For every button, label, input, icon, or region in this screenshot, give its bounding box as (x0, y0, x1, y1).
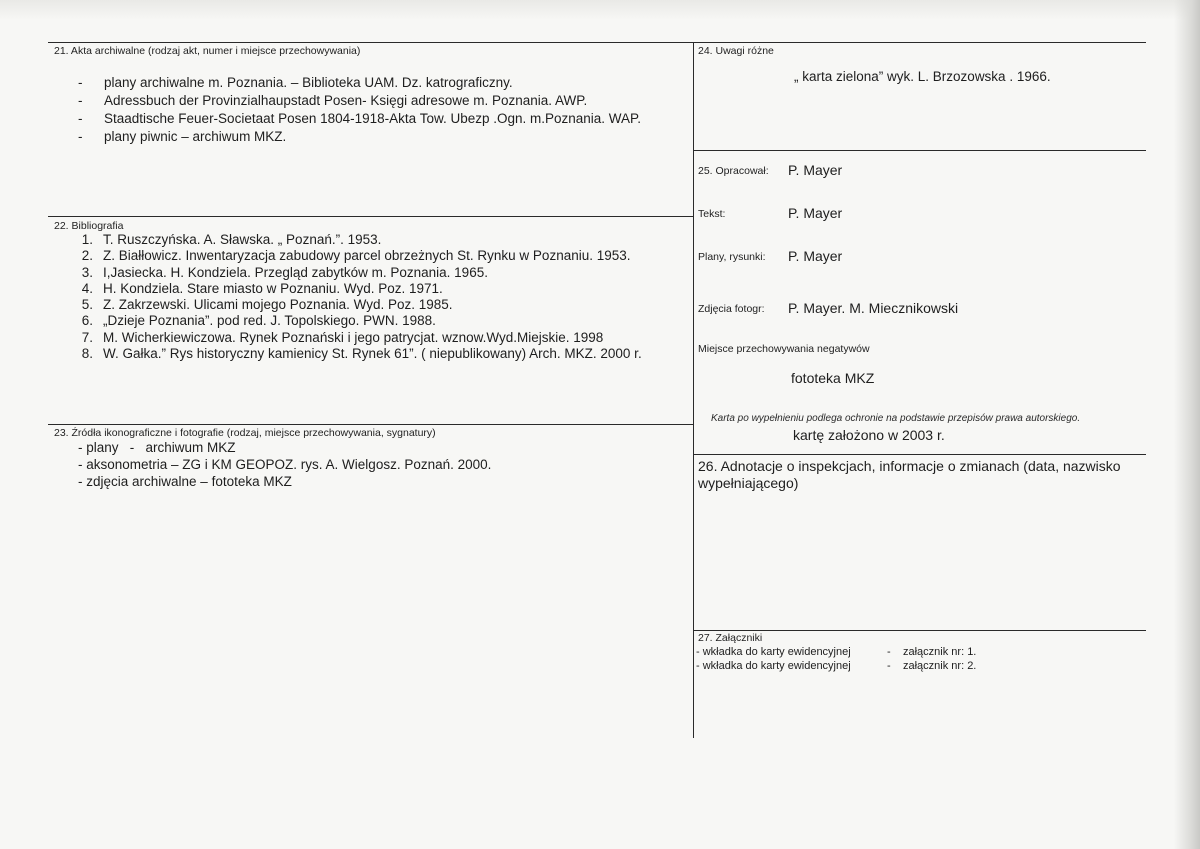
list-item: 6. „Dzieje Poznania”. pod red. J. Topolskiego. PWN. 1988. (81, 313, 436, 329)
section-24-title: 24. Uwagi różne (698, 45, 774, 57)
list-item: - zdjęcia archiwalne – fototeka MKZ (78, 474, 292, 489)
card-created-date: kartę założono w 2003 r. (793, 427, 945, 443)
list-item: 1. T. Ruszczyńska. A. Sławska. „ Poznań.”. 1953. (81, 232, 382, 247)
prepared-by-value: P. Mayer (788, 162, 843, 178)
list-item: - aksonometria – ZG i KM GEOPOZ. rys. A. Wielgosz. Poznań. 2000. (78, 457, 492, 472)
negatives-location-value: fototeka MKZ (791, 370, 875, 386)
column-divider (693, 42, 694, 738)
list-item: - Staadtische Feuer-Societaat Posen 1804-1918-Akta Tow. Ubezp .Ogn. m.Poznania. WAP. (78, 111, 642, 126)
section-23-list (78, 439, 688, 490)
section-21-list (78, 74, 688, 146)
list-item: - wkładka do karty ewidencyjnej - załącznik nr: 2. (696, 660, 977, 672)
divider-21-22 (48, 216, 693, 217)
photos-label: Zdjęcia fotogr: (698, 303, 765, 315)
list-item: 2. Z. Białłowicz. Inwentaryzacja zabudowy parcel obrzeżnych St. Rynku w Poznaniu. 1953. (81, 248, 631, 264)
list-item: 8. W. Gałka.” Rys historyczny kamienicy St. Rynek 61”. ( niepublikowany) Arch. MKZ. 2000 r. (81, 346, 642, 362)
divider-26-27 (693, 630, 1146, 631)
section-27-title: 27. Załączniki (698, 632, 763, 644)
divider-24-25 (693, 150, 1146, 151)
list-item: 4. H. Kondziela. Stare miasto w Poznaniu. Wyd. Poz. 1971. (81, 280, 443, 296)
divider-25-26 (693, 454, 1146, 455)
drawings-label: Plany, rysunki: (698, 251, 766, 263)
list-item: - plany archiwalne m. Poznania. – Biblioteka UAM. Dz. katrograficzny. (78, 75, 513, 90)
list-item: - wkładka do karty ewidencyjnej - załącznik nr: 1. (696, 646, 977, 658)
divider-22-23 (48, 424, 693, 425)
drawings-value: P. Mayer (788, 248, 843, 264)
section-21-title: 21. Akta archiwalne (rodzaj akt, numer i miejsce przechowywania) (54, 45, 361, 57)
prepared-by-label: 25. Opracował: (698, 165, 769, 177)
list-item: 3. I,Jasiecka. H. Kondziela. Przegląd zabytków m. Poznania. 1965. (81, 264, 488, 280)
list-item: 5. Z. Zakrzewski. Ulicami mojego Poznania. Wyd. Poz. 1985. (81, 297, 453, 313)
scan-edge-right (1174, 0, 1200, 849)
top-border-line (48, 42, 1146, 43)
section-26-title: 26. Adnotacje o inspekcjach, informacje o zmianach (data, nazwisko wypełniającego) (698, 458, 1121, 491)
section-22-list (81, 232, 688, 362)
section-22-title: 22. Bibliografia (54, 220, 124, 232)
scan-edge-top (0, 0, 1200, 20)
section-27-list (696, 645, 1136, 673)
list-item: - plany - archiwum MKZ (78, 440, 236, 455)
text-author-value: P. Mayer (788, 205, 843, 221)
photos-value: P. Mayer. M. Miecznikowski (788, 300, 959, 316)
list-item: - Adressbuch der Provinzialhaupstadt Posen- Księgi adresowe m. Poznania. AWP. (78, 93, 588, 108)
copyright-note: Karta po wypełnieniu podlega ochronie na podstawie przepisów prawa autorskiego. (711, 413, 1081, 424)
section-23-title: 23. Źródła ikonograficzne i fotografie (rodzaj, miejsce przechowywania, sygnatury) (54, 427, 436, 439)
list-item: - plany piwnic – archiwum MKZ. (78, 129, 287, 144)
list-item: 7. M. Wicherkiewiczowa. Rynek Poznański i jego patrycjat. wznow.Wyd.Miejskie. 1998 (81, 329, 604, 345)
text-author-label: Tekst: (698, 208, 726, 220)
section-24-remark: „ karta zielona” wyk. L. Brzozowska . 1966. (794, 69, 1051, 84)
negatives-location-label: Miejsce przechowywania negatywów (698, 343, 870, 355)
